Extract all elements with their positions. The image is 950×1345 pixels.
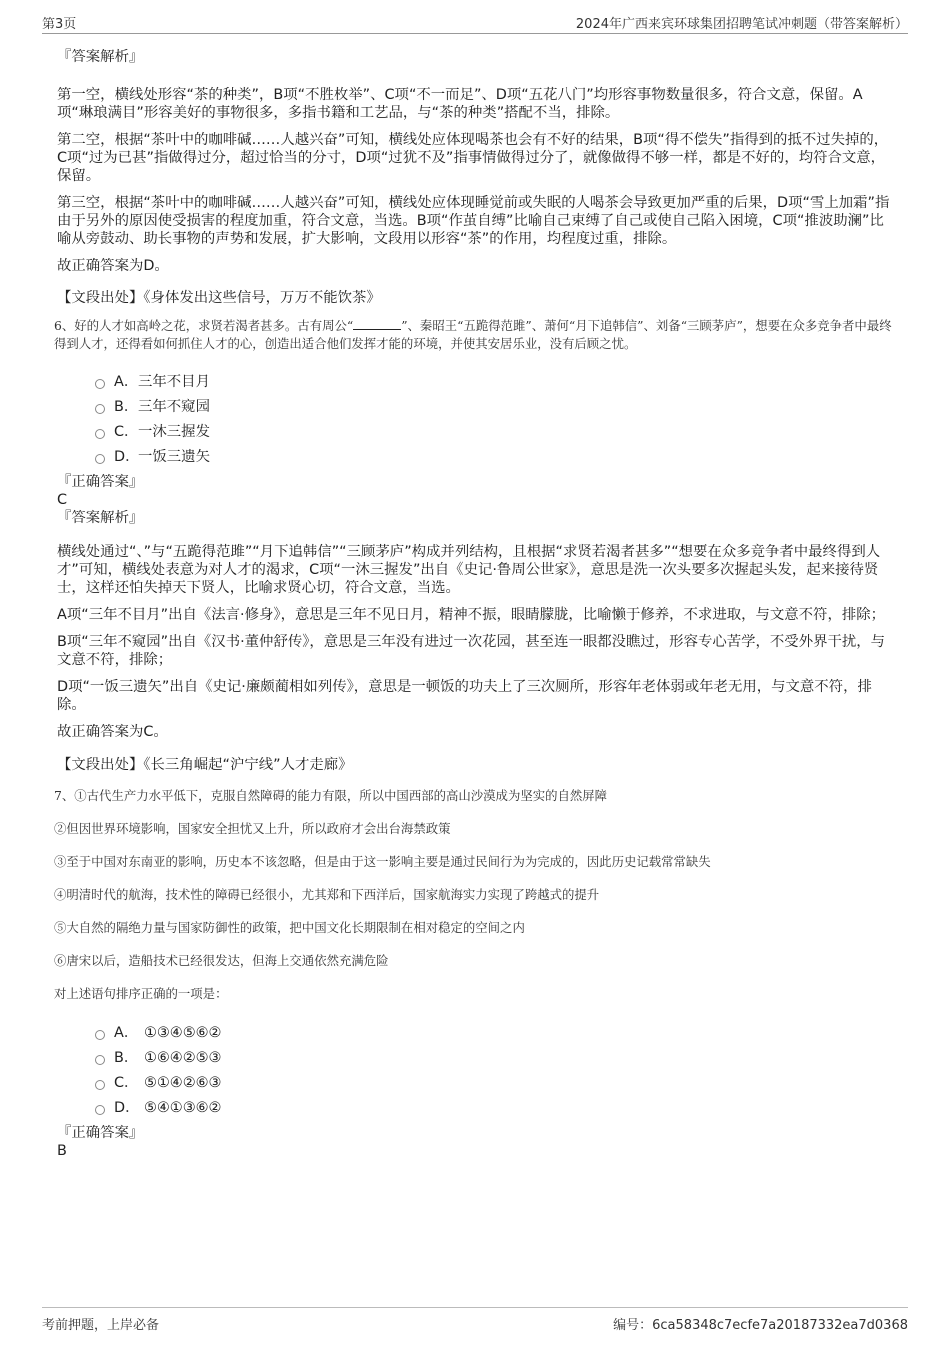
q6-analysis-p3: B项“三年不窥园”出自《汉书·董仲舒传》，意思是三年没有进过一次花园，甚至连一眼都没瞧过，形容专心苦学，不受外界干扰，与文意不符，排除； — [57, 634, 886, 668]
option-letter: B． — [114, 398, 139, 415]
q6-option-d[interactable] — [57, 444, 893, 469]
option-text: ⑤①④②⑥③ — [144, 1074, 222, 1091]
q6-analysis-p2: A项“三年不目月”出自《法言·修身》，意思是三年不见日月，精神不振，眼睛朦胧，比喻懒于修养，不求进取，与文意不符，排除； — [57, 607, 886, 623]
document-title: 2024年广西来宾环球集团招聘笔试冲刺题（带答案解析） — [575, 17, 908, 32]
footer-slogan: 考前押题，上岸必备 — [42, 1318, 160, 1333]
option-text: 三年不目月 — [138, 373, 210, 390]
q6-stem — [54, 317, 893, 353]
q6-analysis-label: 『答案解析』 — [57, 510, 144, 526]
radio-icon[interactable] — [95, 454, 105, 464]
option-text: 三年不窥园 — [138, 398, 210, 415]
q5-analysis-label: 『答案解析』 — [57, 49, 144, 65]
q5-analysis-p3: 第三空，根据“茶叶中的咖啡碱……人越兴奋”可知，横线处应体现睡觉前或失眠的人喝茶会导致更加严重的后果，D项“雪上加霜”指由于另外的原因使受损害的程度加重，符合文意，当选。B项“作茧自缚”比喻自己束缚了自己或使自己陷入困境，C项“推波助澜”比喻从旁鼓动、助长事物的声势和发展，扩大影响，文段用以形容“茶”的作用，均程度过重，排除。 — [57, 195, 890, 247]
q6-conclusion: 故正确答案为C。 — [57, 724, 168, 740]
option-letter: D． — [114, 1099, 140, 1116]
q7-options — [57, 1020, 893, 1120]
q7-sentence-6: ⑥唐宋以后，造船技术已经很发达，但海上交通依然充满危险 — [54, 953, 389, 968]
q6-stem-end: ”、秦昭王“五跪得范雎”、萧何“月下追韩信”、刘备“三顾茅庐”，想要在众多竞争者中最终得到人才，还得看如何抓住人才的心，创造出适合他们发挥才能的环境，并使其安居乐业，没有后顾之忧。 — [54, 318, 892, 351]
option-text: ①⑥④②⑤③ — [144, 1049, 222, 1066]
q5-source: 【文段出处】《身体发出这些信号，万万不能饮茶》 — [57, 290, 381, 306]
page-header — [42, 13, 908, 34]
q7-correct-label: 『正确答案』 — [57, 1125, 144, 1141]
q7-sentence-4: ④明清时代的航海，技术性的障碍已经很小，尤其郑和下西洋后，国家航海实力实现了跨越式的提升 — [54, 887, 600, 902]
q7-sentence-5: ⑤大自然的隔绝力量与国家防御性的政策，把中国文化长期限制在相对稳定的空间之内 — [54, 920, 525, 935]
q5-analysis-p1: 第一空，横线处形容“茶的种类”，B项“不胜枚举”、C项“不一而足”、D项“五花八门”均形容事物数量很多，符合文意，保留。A项“琳琅满目”形容美好的事物很多，多指书籍和工艺品，与“茶的种类”搭配不当，排除。 — [57, 87, 863, 121]
q6-source: 【文段出处】《长三角崛起“沪宁线”人才走廊》 — [57, 757, 353, 773]
option-text: 一沐三握发 — [138, 423, 210, 440]
q7-option-b[interactable] — [57, 1045, 893, 1070]
q7-option-d[interactable] — [57, 1095, 893, 1120]
radio-icon[interactable] — [95, 1080, 105, 1090]
q6-blank — [353, 317, 401, 330]
q7-sentence-3: ③至于中国对东南亚的影响，历史本不该忽略，但是由于这一影响主要是通过民间行为为完成的，因此历史记载常常缺失 — [54, 854, 711, 869]
option-text: 一饭三遗矢 — [138, 448, 210, 465]
q7-sentence-2: ②但因世界环境影响，国家安全担忧又上升，所以政府才会出台海禁政策 — [54, 821, 451, 836]
q7-option-c[interactable] — [57, 1070, 893, 1095]
option-letter: C． — [114, 1074, 139, 1091]
option-letter: A． — [114, 1024, 139, 1041]
q7-sentence-1: 7、①古代生产力水平低下，克服自然障碍的能力有限，所以中国西部的高山沙漠成为坚实的自然屏障 — [54, 788, 608, 803]
q6-stem-start: 6、好的人才如高岭之花，求贤若渴者甚多。古有周公“ — [54, 318, 354, 333]
q6-options — [57, 369, 893, 469]
document-code: 编号：6ca58348c7ecfe7a20187332ea7d0368 — [613, 1318, 908, 1333]
option-letter: D． — [114, 448, 140, 465]
radio-icon[interactable] — [95, 429, 105, 439]
q6-option-a[interactable] — [57, 369, 893, 394]
radio-icon[interactable] — [95, 379, 105, 389]
q6-analysis-p4: D项“一饭三遗矢”出自《史记·廉颇蔺相如列传》，意思是一顿饭的功夫上了三次厕所，形容年老体弱或年老无用，与文意不符，排除。 — [57, 679, 872, 713]
radio-icon[interactable] — [95, 404, 105, 414]
radio-icon[interactable] — [95, 1055, 105, 1065]
option-text: ①③④⑤⑥② — [144, 1024, 222, 1041]
option-letter: A． — [114, 373, 139, 390]
q5-conclusion: 故正确答案为D。 — [57, 258, 169, 274]
q7-correct-answer: B — [57, 1143, 67, 1159]
q6-option-b[interactable] — [57, 394, 893, 419]
q6-correct-label: 『正确答案』 — [57, 474, 144, 490]
q6-correct-answer: C — [57, 492, 68, 508]
radio-icon[interactable] — [95, 1030, 105, 1040]
page-content — [54, 40, 893, 1160]
q7-option-a[interactable] — [57, 1020, 893, 1045]
page-footer — [42, 1307, 908, 1336]
option-text: ⑤④①③⑥② — [144, 1099, 222, 1116]
q7-prompt: 对上述语句排序正确的一项是： — [54, 986, 228, 1001]
q5-analysis-p2: 第二空，根据“茶叶中的咖啡碱……人越兴奋”可知，横线处应体现喝茶也会有不好的结果，B项“得不偿失”指得到的抵不过失掉的，C项“过为已甚”指做得过分，超过恰当的分寸，D项“过犹不及”指事情做得过分了，就像做得不够一样，都是不好的，均符合文意，保留。 — [57, 132, 889, 184]
q6-option-c[interactable] — [57, 419, 893, 444]
page-number: 第3页 — [42, 17, 77, 32]
radio-icon[interactable] — [95, 1105, 105, 1115]
q6-analysis-p1: 横线处通过“、”与“五跪得范雎”“月下追韩信”“三顾茅庐”构成并列结构，且根据“求贤若渴者甚多”“想要在众多竞争者中最终得到人才”可知，横线处表意为对人才的渴求，C项“一沐三握发”出自《史记·鲁周公世家》，意思是洗一次头要多次握起头发，起来接待贤士，这样还怕失掉天下贤人，比喻求贤心切，符合文意，当选。 — [57, 544, 881, 596]
option-letter: C． — [114, 423, 139, 440]
option-letter: B． — [114, 1049, 139, 1066]
